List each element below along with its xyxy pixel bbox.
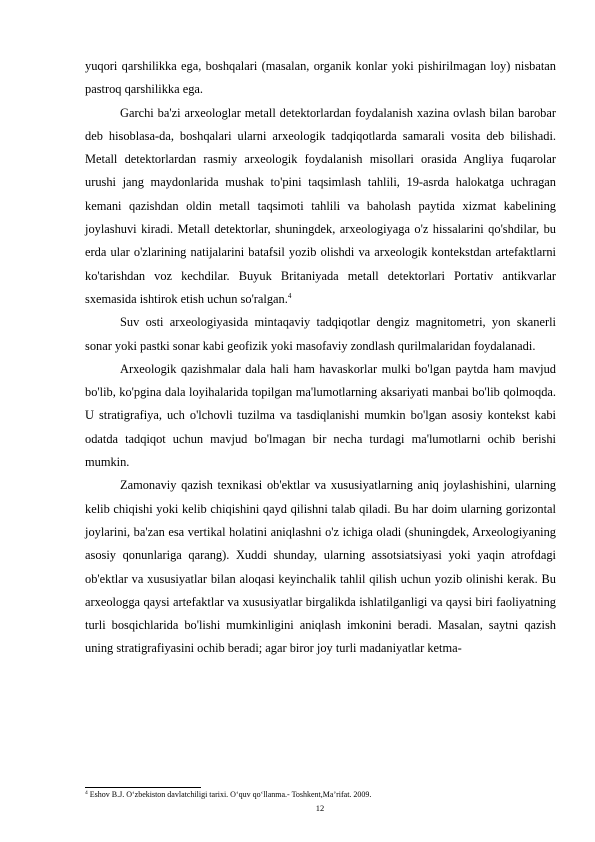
footnote-separator xyxy=(85,787,201,788)
paragraph-2 xyxy=(85,102,556,312)
footnote xyxy=(85,790,556,800)
footnote-reference[interactable]: 4 xyxy=(287,291,292,300)
page-number: 12 xyxy=(315,803,325,813)
paragraph-3: Suv osti arxeologiyasida mintaqaviy tadqiqotlar dengiz magnitometri, yon skanerli sonar yoki pastki sonar kabi geofizik yoki masofaviy zondlash qurilmalaridan foydalanadi. xyxy=(85,315,556,353)
footnote-text: Eshov B.J. O‘zbekiston davlatchiligi tarixi. O‘quv qo‘llanma.- Toshkent,Ma’rifat. 2009. xyxy=(87,790,372,799)
body-text xyxy=(85,55,556,661)
paragraph-2-text: Garchi ba'zi arxeologlar metall detektorlardan foydalanish xazina ovlash bilan barobar deb hisoblasa-da, boshqalari ularni arxeologik tadqiqotlarda samarali vosita deb bilishadi. Metall detektorlardan rasmiy arxeologik foydalanish misollari orasida Angliya fuqarolar urushi jang maydonlarida mushak to'pini taqsimlash tahlili, 19-asrda halokatga uchragan kemani qazishdan oldin metall taqsimoti tahlili va baholash paytida xizmat kabelining joylashuvi kiradi. Metall detektorlar, shuningdek, arxeologiyaga o'z hissalarini qo'shdilar, bu erda ular o'zlarining natijalarini batafsil yozib olishdi va arxeologik kontekstdan artefaktlarni ko'tarishdan voz kechdilar. Buyuk Britaniyada metall detektorlari Portativ antikvarlar sxemasida ishtirok etish uchun so'ralgan. xyxy=(85,105,556,306)
paragraph-4: Arxeologik qazishmalar dala hali ham havaskorlar mulki bo'lgan paytda ham mavjud bo'lib, ko'pgina dala loyihalarida topilgan ma'lumotlarning aksariyati manbai bo'lib qolmoqda. U stratigrafiya, uch o'lchovli tuzilma va tasdiqlanishi mumkin bo'lgan asosiy kontekst kabi odatda tadqiqot uchun mavjud bo'lmagan bir necha turdagi ma'lumotlarni ochib berishi mumkin. xyxy=(85,361,556,470)
footnote-marker: 4 xyxy=(85,790,88,796)
paragraph-1: yuqori qarshilikka ega, boshqalari (masalan, organik konlar yoki pishirilmagan loy) nisbatan pastroq qarshilikka ega. xyxy=(85,59,556,97)
paragraph-5: Zamonaviy qazish texnikasi ob'ektlar va xususiyatlarning aniq joylashishini, ularning kelib chiqishi yoki kelib chiqishini qayd qilishni talab qiladi. Bu har doim ularning gorizontal joylarini, ba'zan esa vertikal holatini aniqlashni o'z ichiga oladi (shuningdek, Arxeologiyaning asosiy qonunlariga qarang). Xuddi shunday, ularning assotsiatsiyasi yoki yaqin atrofdagi ob'ektlar va xususiyatlar bilan aloqasi keyinchalik tahlil qilish uchun yozib olinishi kerak. Bu arxeologga qaysi artefaktlar va xususiyatlar birgalikda ishlatilganligi va qaysi biri faoliyatning turli bosqichlarida bo'lishi mumkinligini aniqlash imkonini beradi. Masalan, saytni qazish uning stratigrafiyasini ochib beradi; agar biror joy turli madaniyatlar ketma- xyxy=(85,478,556,656)
